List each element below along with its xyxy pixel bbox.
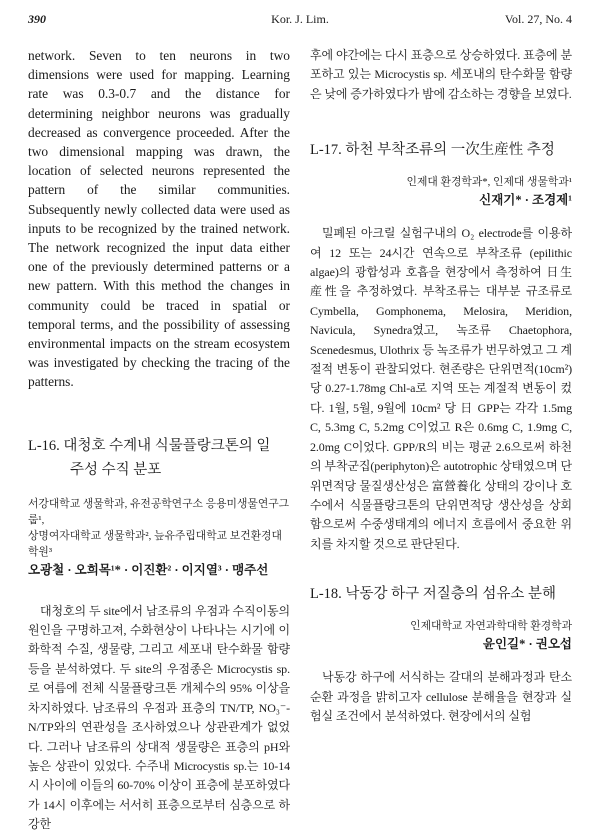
l18-affiliation: 인제대학교 자연과학대학 환경학과 [410,620,572,633]
left-column [28,46,290,835]
l17-affiliation: 인제대 환경학과*, 인제대 생물학과¹ [406,176,572,189]
intro-paragraph: network. Seven to ten neurons in two dimensions were used for mapping. Learning rate was 0.3-0.7 and the distance for determining neighbor neurons was gradually decreased as convergence proceeded. After the two dimensional mapping was drawn, the location of selected neurons represented the pattern of the similar communities. Subsequently newly collected data were used as inputs to be recognized by the trained network. The network recognized the input data either one of the previously determined patterns or a new pattern. With this method the changes in community could be traced in spatial or temporal terms, and the possibility of assessing environmental impacts on the stream ecosystem was investigated by checking the tracing of the patterns. [28,48,290,390]
l16-affiliation-line2: 상명여자대학교 생물학과², 늪유주립대학교 보건환경대학원³ [28,529,282,558]
l16-authors: 오광철 · 오희목¹* · 이진환² · 이지열³ · 맹주선 [28,562,269,577]
running-header [28,12,572,32]
l17-authors: 신재기* · 조경제¹ [479,193,572,208]
page-number: 390 [28,12,46,26]
volume-issue: Vol. 27, No. 4 [504,12,572,26]
abstract-l16 [28,434,290,835]
abstract-l18 [310,582,572,726]
abstract-l17 [310,138,572,554]
journal-name: Kor. J. Lim. [271,12,329,26]
l16-title-line1: L-16. 대청호 수계내 식물플랑크톤의 일 [28,437,271,454]
l16-body: 대청호의 두 site에서 남조류의 우점과 수직이동의 원인을 구명하고져, 수화현상이 나타나는 시기에 이화학적 수질, 생물량, 그리고 세포내 탄수화물 함량 등을 분석하였다. 두 site의 우점종은 Microcystis sp.로 여름에 전체 식물플랑크톤 개체수의 95% 이상을 차지하였다. 남조류의 우점과 표층의 TN/TP, NO₃⁻-N/TP와의 연관성을 조사하였으나 상관관계가 없었다. 그러나 남조류의 상대적 생물량은 표층의 pH와 높은 상관이 있었다. 수주내 Microcystis sp.는 10-14시 사이에 이들의 60-70% 이상이 표층에 분포하였다가 14시 이후에는 서서히 표층으로부터 심층으로 하강한 [28,603,290,832]
l18-title: L-18. 낙동강 하구 저질층의 섬유소 분해 [310,586,557,603]
l17-body: 밀폐된 아크릴 실험구내의 O₂ electrode를 이용하여 12 또는 24시간 연속으로 부착조류 (epilithic algae)의 광합성과 호흡을 현장에서 측정하여 日生産性을 추정하였다. 부착조류는 대부분 규조류로 Cymbella, Gomphonema, Melosira, Meridion, Navicula, Synedra였고, 녹조류 Chaetophora, Scenedesmus, Ulothrix 등 녹조류가 번무하였고 그 계절적 변동이 관찰되었다. 현존량은 단위면적(10cm²)당 0.27-1.78mg Chl-a로 지역 또는 계절적 변동이 컸다. 1월, 5월, 9월에 10cm² 당 日 GPP는 각각 1.5mg C, 5.3mg C, 5.2mg C이었고 R은 0.6mg C, 1.9mg C, 2.0mg C이었다. GPP/R의 비는 평균 2.6으로써 하천의 부착군집(periphyton)은 autotrophic 상태였으며 단위면적당 물질생산성은 富營養化 상태의 강이나 호수에서 식물플랑크톤의 단위면적당 생산성을 상회함으로써 수중생태계의 에너지 흐름에서 중요한 위치를 차지할 것으로 판단된다. [310,226,572,551]
l16-title-line2: 주성 수직 분포 [70,461,162,478]
l18-authors: 윤인길* · 권오섭 [482,637,572,652]
right-column [310,46,572,726]
l16-affiliation-line1: 서강대학교 생물학과, 유전공학연구소 응용미생물연구그룹¹, [28,497,290,526]
l16-continued-text: 후에 야간에는 다시 표층으로 상승하였다. 표층에 분포하고 있는 Microcystis sp. 세포내의 탄수화물 함량은 낮에 증가하였다가 밤에 감소하는 경향을 보였다. [310,48,572,101]
l17-title: L-17. 하천 부착조류의 一次生産性 추정 [310,142,555,159]
l18-body: 낙동강 하구에 서식하는 갈대의 분해과정과 탄소순환 과정을 밝히고자 cellulose 분해율을 현장과 실험실 조건에서 분석하였다. 현장에서의 실험 [310,670,572,723]
